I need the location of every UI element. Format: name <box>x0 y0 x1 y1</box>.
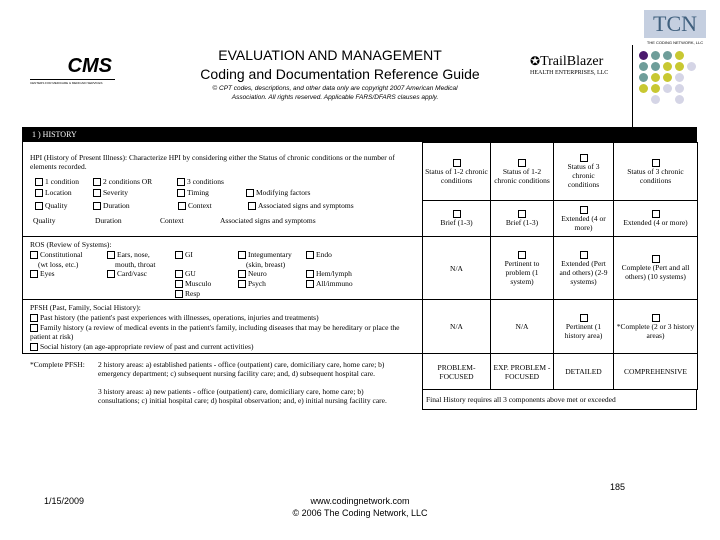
checkbox-icon <box>107 251 115 259</box>
divider <box>632 45 633 140</box>
checkbox-icon <box>30 314 38 322</box>
copyright-line-2: Association. All rights reserved. Applicable FARS/DFARS clauses apply. <box>231 94 439 101</box>
hpi-option[interactable] <box>246 188 310 197</box>
grid-cell[interactable] <box>613 142 698 201</box>
page-subtitle: Coding and Documentation Reference Guide <box>200 66 480 82</box>
dot <box>639 73 648 82</box>
dot <box>639 62 648 71</box>
tcn-logo <box>635 10 715 45</box>
checkbox-icon <box>580 206 588 214</box>
ros-option[interactable] <box>238 269 267 278</box>
checkbox-icon <box>175 290 183 298</box>
grid-cell[interactable] <box>553 236 614 300</box>
label: Severity <box>103 188 128 197</box>
grid-cell <box>613 353 698 390</box>
final-history-note <box>422 389 697 410</box>
dot <box>663 51 672 60</box>
checkbox-icon <box>238 280 246 288</box>
label: Quality <box>45 201 68 210</box>
checkbox-icon <box>35 202 43 210</box>
checkbox-icon <box>93 189 101 197</box>
cell-text: *Complete (2 or 3 history areas) <box>616 321 695 340</box>
label: Card/vasc <box>117 269 147 278</box>
ros-text: mouth, throat <box>115 260 156 269</box>
label: Duration <box>103 201 130 210</box>
label: Past history (the patient's past experiences with illnesses, operations, injuries and treatments) <box>40 313 319 322</box>
ros-option[interactable] <box>306 250 332 259</box>
label: 2 conditions OR <box>103 177 153 186</box>
complete-pfsh-line: 3 history areas: a) new patients - office (outpatient) care, domiciliary care, home care; b) consultations; c) initial hospital care; d) hospital observation; and, e) initial nursing facility care. <box>98 387 387 405</box>
checkbox-icon <box>177 189 185 197</box>
complete-pfsh-label: *Complete PFSH: <box>30 360 85 369</box>
grid-cell <box>422 353 491 390</box>
dot <box>651 62 660 71</box>
label: Resp <box>185 289 200 298</box>
dot <box>651 51 660 60</box>
trailblazer-text: TrailBlazer <box>540 54 604 69</box>
dot <box>663 73 672 82</box>
checkbox-icon <box>30 324 38 332</box>
hpi-option[interactable] <box>35 177 79 186</box>
label: All/immuno <box>316 279 353 288</box>
hpi-option[interactable] <box>93 177 152 186</box>
hpi-option[interactable] <box>177 188 209 197</box>
grid-cell[interactable] <box>553 200 614 237</box>
checkbox-icon <box>518 159 526 167</box>
cell-text: Status of 3 chronic conditions <box>567 162 600 189</box>
checkbox-icon <box>30 343 38 351</box>
ros-option[interactable] <box>30 250 83 259</box>
checkbox-icon <box>306 251 314 259</box>
label: Timing <box>187 188 209 197</box>
checkbox-icon <box>175 251 183 259</box>
ros-text: (skin, breast) <box>246 260 286 269</box>
grid-cell[interactable] <box>490 200 554 237</box>
dot <box>675 84 684 93</box>
grid-cell <box>490 299 554 354</box>
hpi-option[interactable] <box>177 177 224 186</box>
grid-cell[interactable] <box>613 299 698 354</box>
ros-text: (wt loss, etc.) <box>38 260 79 269</box>
trailblazer-sub: HEALTH ENTERPRISES, LLC <box>530 70 609 76</box>
dot <box>675 62 684 71</box>
cell-text: Brief (1-3) <box>505 218 539 227</box>
grid-cell[interactable] <box>613 200 698 237</box>
cell-text: Status of 1-2 chronic conditions <box>494 166 550 185</box>
grid-cell[interactable] <box>422 200 491 237</box>
dot <box>675 95 684 104</box>
checkbox-icon <box>30 251 38 259</box>
hpi-option[interactable] <box>93 188 128 197</box>
grid-cell <box>422 236 491 300</box>
checkbox-icon <box>175 270 183 278</box>
tcn-text: TCN <box>644 10 706 38</box>
grid-cell[interactable] <box>553 299 614 354</box>
checkbox-icon <box>238 270 246 278</box>
grid-cell <box>490 353 554 390</box>
hpi-text: Duration <box>95 216 122 225</box>
label: GU <box>185 269 196 278</box>
pfsh-option[interactable] <box>30 342 410 351</box>
ros-title: ROS (Review of Systems): <box>30 240 112 249</box>
footer-url[interactable]: www.codingnetwork.com <box>310 496 410 506</box>
checkbox-icon <box>30 270 38 278</box>
cell-text: N/A <box>515 322 529 331</box>
divider <box>22 353 422 354</box>
checkbox-icon <box>93 202 101 210</box>
label: Location <box>45 188 72 197</box>
dot <box>663 84 672 93</box>
ros-option[interactable] <box>238 250 292 259</box>
cell-text: Extended (4 or more) <box>623 218 688 227</box>
checkbox-icon <box>93 178 101 186</box>
trailblazer-logo <box>530 52 630 76</box>
checkbox-icon <box>178 202 186 210</box>
footer-date: 1/15/2009 <box>44 496 85 506</box>
hpi-option[interactable] <box>248 201 354 210</box>
checkbox-icon <box>107 270 115 278</box>
ros-option[interactable] <box>107 250 150 259</box>
checkbox-icon <box>518 251 526 259</box>
hpi-text: Associated signs and symptoms <box>220 216 316 225</box>
checkbox-icon <box>248 202 256 210</box>
checkbox-icon <box>518 210 526 218</box>
cell-text: COMPREHENSIVE <box>624 367 687 376</box>
label: Context <box>188 201 212 210</box>
checkbox-icon <box>306 270 314 278</box>
footer-copyright: © 2006 The Coding Network, LLC <box>292 508 428 518</box>
label: 3 conditions <box>187 177 224 186</box>
label: Constitutional <box>40 250 83 259</box>
cms-logo <box>30 55 130 85</box>
checkbox-icon <box>177 178 185 186</box>
grid-cell[interactable] <box>613 236 698 300</box>
dot <box>687 62 696 71</box>
complete-pfsh-line: 2 history areas: a) established patients - office (outpatient) care, domiciliary care, home care; b) emergency department; c) subsequent nursing facility care; and, d) subsequent hospital care. <box>98 360 385 378</box>
checkbox-icon <box>652 210 660 218</box>
label: 1 condition <box>45 177 79 186</box>
section-bar <box>22 127 697 142</box>
left-border <box>22 142 23 353</box>
cell-text: Complete (Pert and all others) (10 systems) <box>621 263 690 281</box>
grid-cell <box>422 299 491 354</box>
cell-text: DETAILED <box>565 367 602 376</box>
ros-option[interactable] <box>30 269 55 278</box>
checkbox-icon <box>35 178 43 186</box>
cell-text: Extended (4 or more) <box>561 213 606 232</box>
checkbox-icon <box>652 159 660 167</box>
copyright-line-1: © CPT codes, descriptions, and other data only are copyright 2007 American Medical <box>212 85 458 92</box>
cell-text: Extended (Pert and others) (2-9 systems) <box>559 258 608 286</box>
cell-text: EXP. PROBLEM -FOCUSED <box>493 362 551 381</box>
label: Eyes <box>40 269 55 278</box>
checkbox-icon <box>580 154 588 162</box>
label: Hem/lymph <box>316 269 352 278</box>
label: Integumentary <box>248 250 292 259</box>
pfsh-title: PFSH (Past, Family, Social History): <box>30 303 141 312</box>
checkbox-icon <box>35 189 43 197</box>
checkbox-icon <box>306 280 314 288</box>
checkbox-icon <box>453 159 461 167</box>
label: Endo <box>316 250 332 259</box>
ros-option[interactable] <box>107 269 147 278</box>
ros-option[interactable] <box>175 289 200 298</box>
ros-option[interactable] <box>175 269 196 278</box>
hpi-option[interactable] <box>35 201 68 210</box>
checkbox-icon <box>652 255 660 263</box>
dot <box>639 84 648 93</box>
page-number: 185 <box>610 482 626 492</box>
ros-option[interactable] <box>238 279 266 288</box>
grid-cell[interactable] <box>422 142 491 201</box>
dot <box>651 73 660 82</box>
hpi-text: Quality <box>33 216 56 225</box>
grid-cell[interactable] <box>490 142 554 201</box>
tcn-sub: THE CODING NETWORK, LLC <box>646 40 704 45</box>
hpi-option[interactable] <box>178 201 212 210</box>
label: Psych <box>248 279 266 288</box>
hpi-option[interactable] <box>93 201 130 210</box>
dot <box>675 73 684 82</box>
cell-text: PROBLEM-FOCUSED <box>437 362 476 381</box>
ros-option[interactable] <box>175 250 193 259</box>
section-title: 1 ) HISTORY <box>32 130 77 139</box>
cell-text: Status of 3 chronic conditions <box>627 166 684 185</box>
checkbox-icon <box>580 251 588 259</box>
checkbox-icon <box>238 251 246 259</box>
cell-text: Status of 1-2 chronic conditions <box>425 166 488 185</box>
label: Associated signs and symptoms <box>258 201 354 210</box>
pfsh-option[interactable] <box>30 323 405 341</box>
hpi-option[interactable] <box>35 188 72 197</box>
label: GI <box>185 250 193 259</box>
label: Family history (a review of medical events in the patient's family, including diseases that may be hereditary or place the patient at risk) <box>30 323 400 342</box>
cms-caption: CENTERS FOR MEDICARE & MEDICAID SERVICES <box>30 81 103 85</box>
dot <box>651 84 660 93</box>
note-text: Final History requires all 3 components above met or exceeded <box>426 395 616 404</box>
dot <box>663 62 672 71</box>
star-icon: ✪ <box>530 54 541 68</box>
page-title: EVALUATION AND MANAGEMENT <box>218 47 442 63</box>
grid-cell <box>553 353 614 390</box>
divider <box>22 236 422 237</box>
divider <box>22 299 422 300</box>
label: Ears, nose, <box>117 250 150 259</box>
cell-text: N/A <box>450 322 463 331</box>
ros-option[interactable] <box>306 269 352 278</box>
pfsh-option[interactable] <box>30 313 410 322</box>
cell-text: Pertinent (1 history area) <box>564 321 603 340</box>
label: Modifying factors <box>256 188 311 197</box>
ros-option[interactable] <box>306 279 353 288</box>
grid-cell[interactable] <box>490 236 554 300</box>
dot <box>639 51 648 60</box>
cms-logo-text: CMS <box>67 55 112 77</box>
label: Neuro <box>248 269 267 278</box>
cell-text: Pertinent to problem (1 system) <box>504 258 540 286</box>
dot <box>675 51 684 60</box>
cell-text: N/A <box>450 263 463 273</box>
checkbox-icon <box>453 210 461 218</box>
checkbox-icon <box>175 280 183 288</box>
ros-option[interactable] <box>175 279 211 288</box>
checkbox-icon <box>246 189 254 197</box>
grid-cell[interactable] <box>553 142 614 201</box>
checkbox-icon <box>580 314 588 322</box>
cell-text: Brief (1-3) <box>440 218 473 227</box>
label: Musculo <box>185 279 212 288</box>
hpi-intro: HPI (History of Present Illness): Characterize HPI by considering either the Status of chronic conditions or the number of elements recorded. <box>30 153 395 171</box>
label: Social history (an age-appropriate review of past and current activities) <box>40 342 254 351</box>
dot <box>651 95 660 104</box>
checkbox-icon <box>652 314 660 322</box>
hpi-text: Context <box>160 216 184 225</box>
